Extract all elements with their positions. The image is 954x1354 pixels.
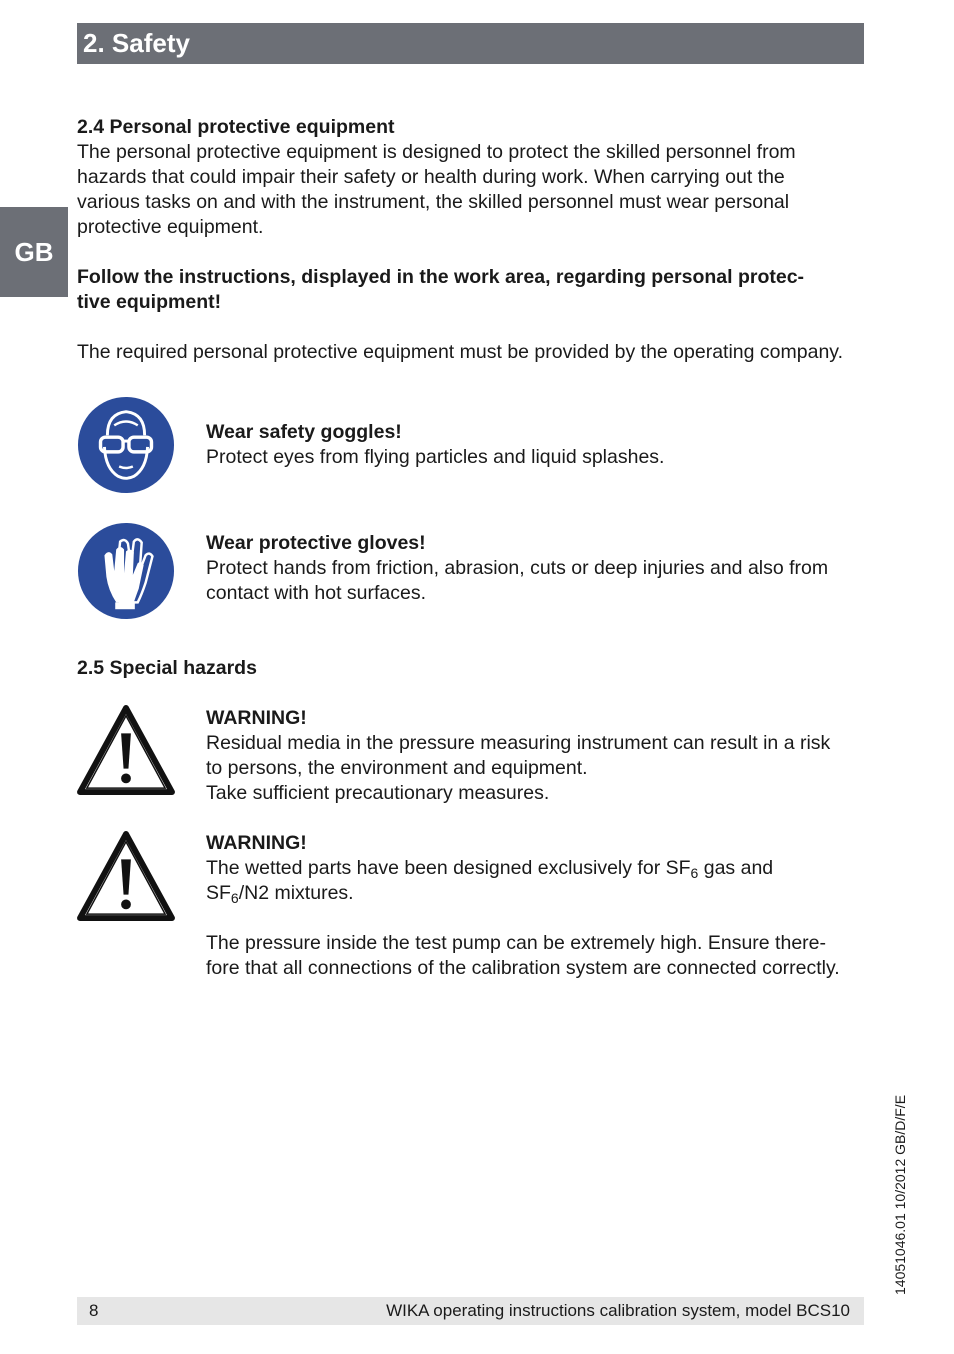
document-code: 14051046.01 10/2012 GB/D/F/E	[892, 1094, 908, 1295]
pressure-text: fore that all connections of the calibration system are connected correctly.	[206, 957, 840, 979]
language-tab: GB	[0, 207, 68, 297]
gloves-text: contact with hot surfaces.	[206, 582, 427, 604]
protective-gloves-icon	[77, 522, 175, 620]
warning-triangle-icon	[77, 830, 175, 922]
section-header: 2. Safety	[77, 23, 864, 64]
gloves-title: Wear protective gloves!	[206, 532, 426, 554]
follow-instructions: Follow the instructions, displayed in the work area, regarding personal protec-	[77, 266, 805, 288]
intro-line: various tasks on and with the instrument, the skilled personnel must wear personal	[77, 191, 790, 213]
warning-2-title: WARNING!	[206, 832, 307, 854]
goggles-text: Protect eyes from flying particles and liquid splashes.	[206, 446, 665, 468]
warning-2-line-2: $SF_6/N2$ mixtures.	[206, 882, 354, 906]
section-2-4-heading: 2.4 Personal protective equipment	[77, 116, 395, 138]
warning-1-text: to persons, the environment and equipment.	[206, 757, 588, 779]
intro-line: protective equipment.	[77, 216, 264, 238]
goggles-title: Wear safety goggles!	[206, 421, 402, 443]
page-footer	[77, 1297, 864, 1325]
warning-1-title: WARNING!	[206, 707, 307, 729]
warning-1-text: Residual media in the pressure measuring instrument can result in a risk	[206, 732, 831, 754]
intro-line: The personal protective equipment is designed to protect the skilled personnel from	[77, 141, 796, 163]
intro-line: hazards that could impair their safety or health during work. When carrying out the	[77, 166, 785, 188]
safety-goggles-icon	[77, 396, 175, 494]
gloves-text: Protect hands from friction, abrasion, cuts or deep injuries and also from	[206, 557, 829, 579]
pressure-text: The pressure inside the test pump can be extremely high. Ensure there-	[206, 932, 826, 954]
follow-instructions: tive equipment!	[77, 291, 222, 313]
warning-2-line-1: The wetted parts have been designed exclusively for $SF_6$ gas and	[206, 857, 774, 881]
warning-1-text: Take sufficient precautionary measures.	[206, 782, 550, 804]
page-number: 8	[89, 1301, 99, 1320]
footer-title: WIKA operating instructions calibration system, model BCS10	[386, 1301, 850, 1320]
section-2-5-heading: 2.5 Special hazards	[77, 657, 257, 679]
warning-triangle-icon	[77, 704, 175, 796]
required-equipment-text: The required personal protective equipment must be provided by the operating company.	[77, 341, 844, 363]
